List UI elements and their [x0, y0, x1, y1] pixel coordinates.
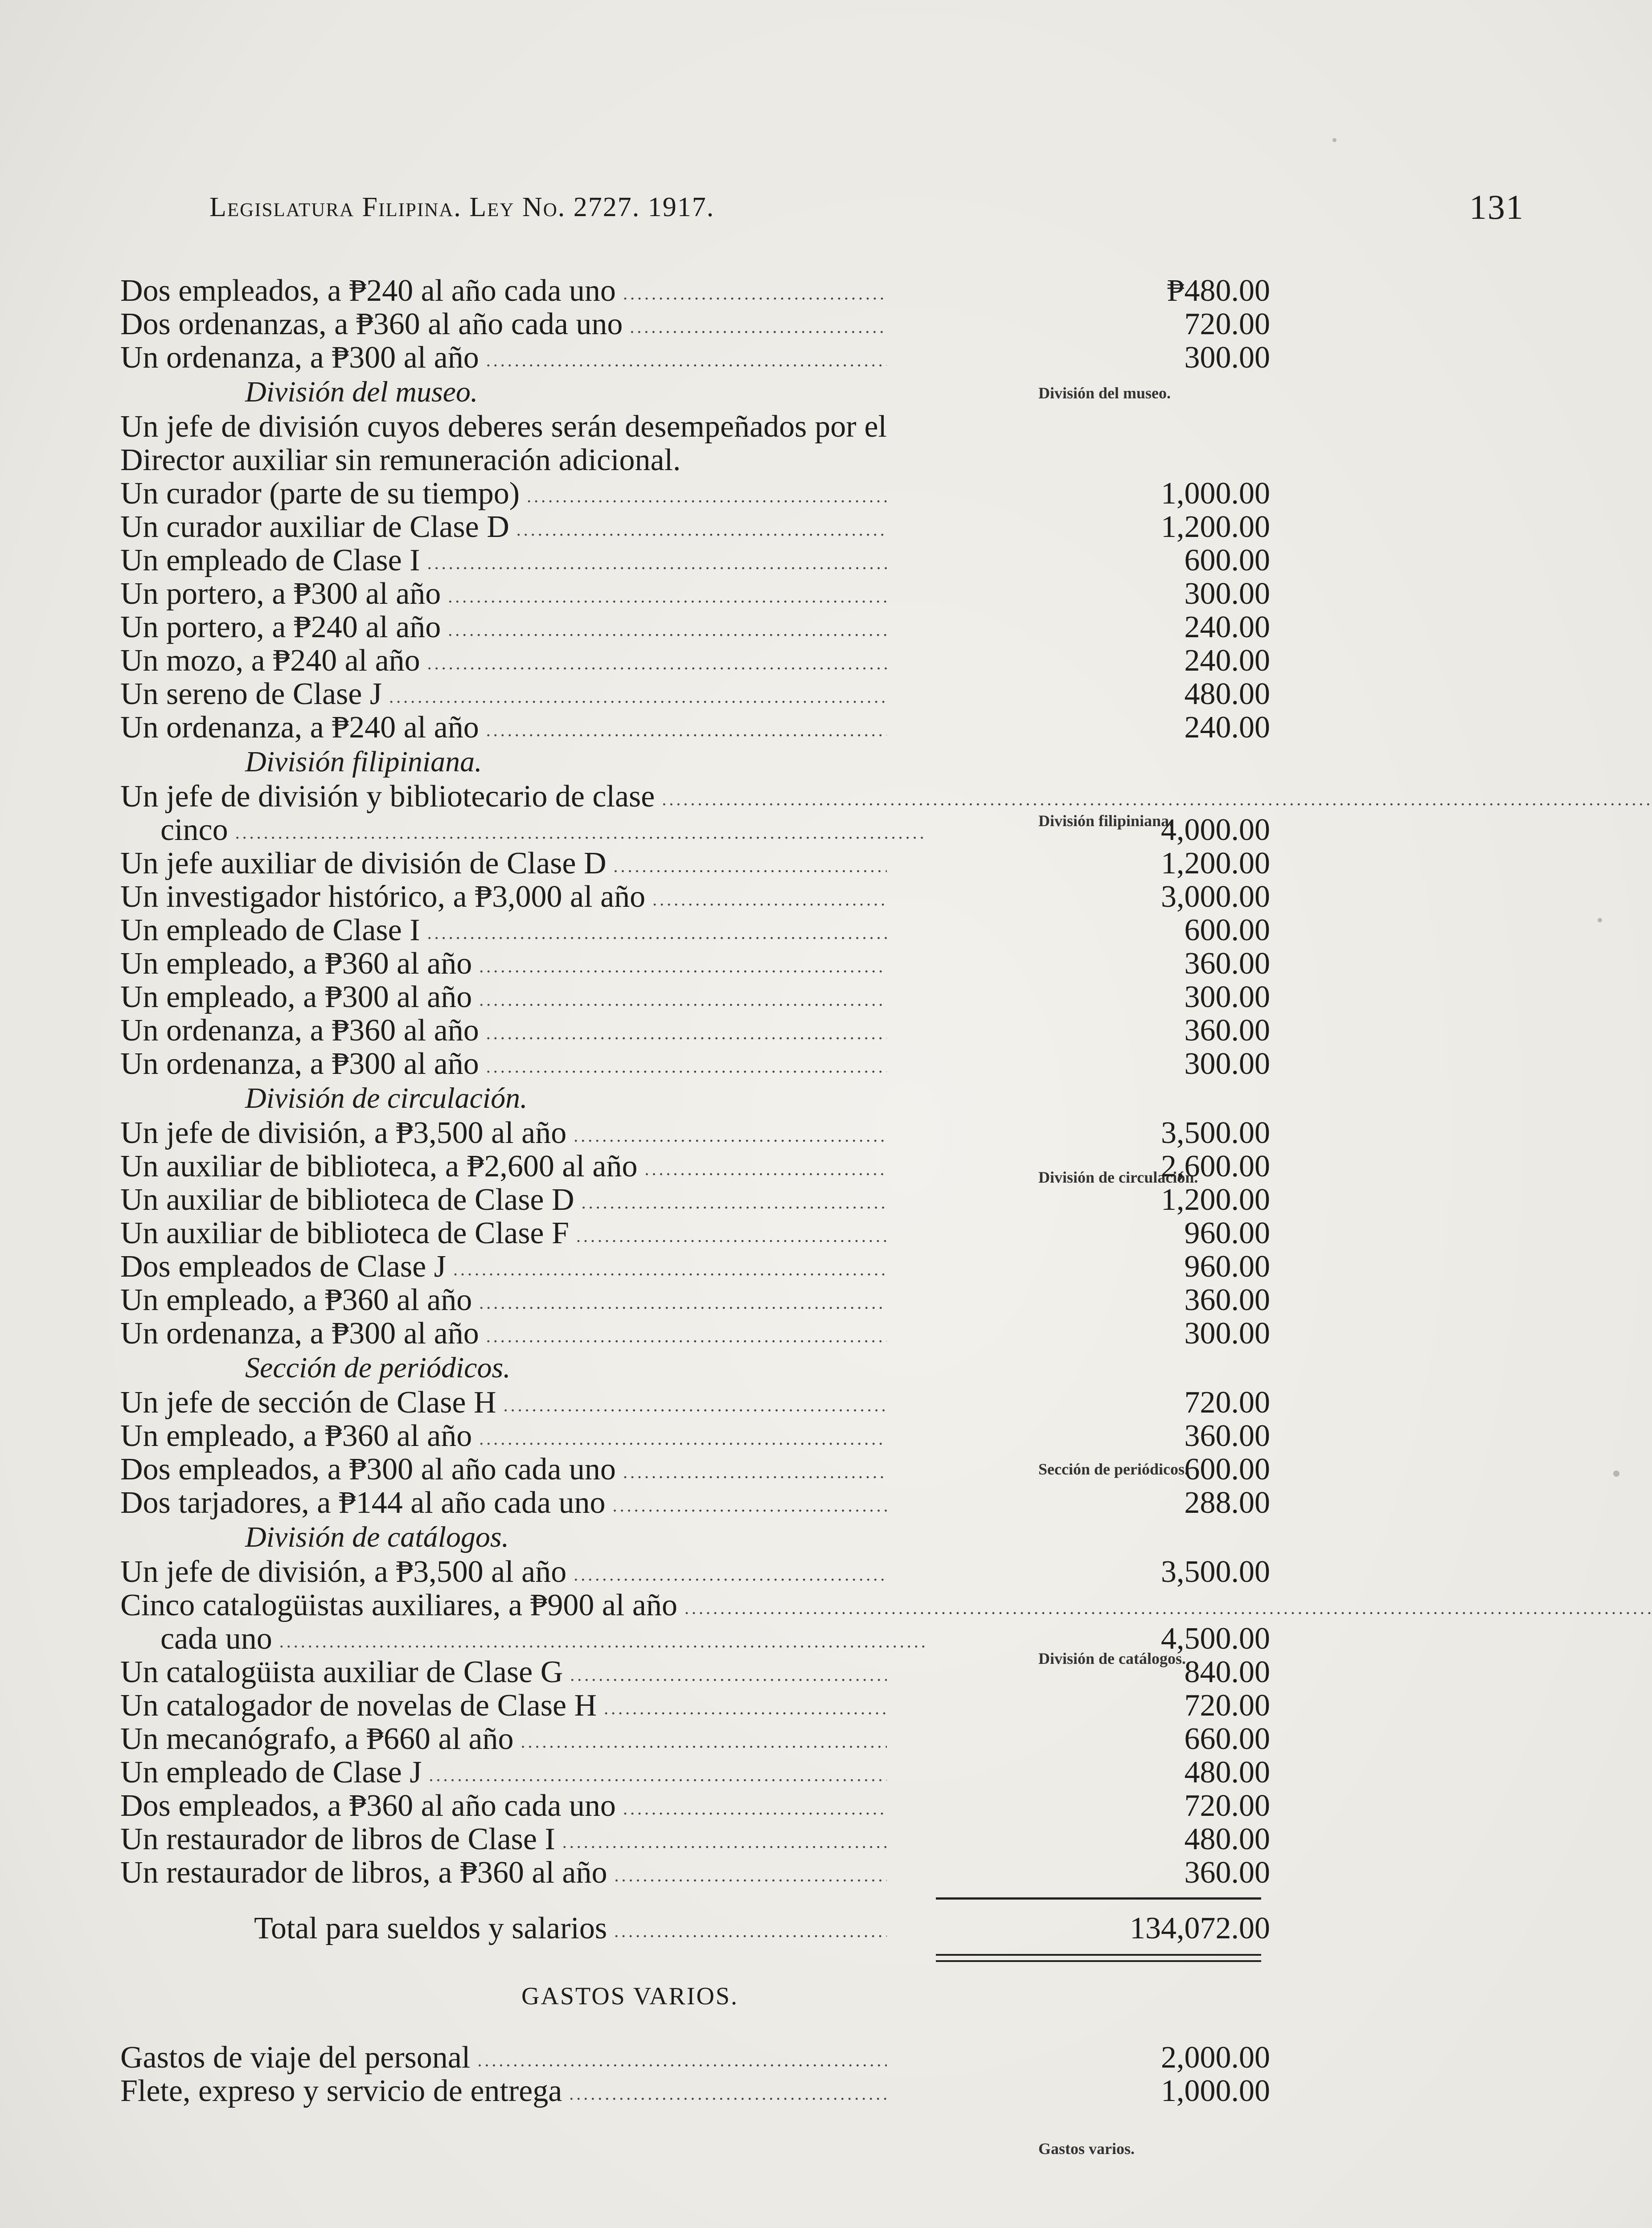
- line-item: Un sereno de Clase J ..... 480.00: [120, 677, 1350, 711]
- line-item: Un empleado de Clase I ..... 600.00: [120, 544, 1350, 577]
- line-item: Un catalogador de novelas de Clase H ..... 720.00: [120, 1689, 1350, 1722]
- line-item: Dos empleados, a ₱300 al año cada uno ..... 600.00: [120, 1453, 1350, 1486]
- line-item: Un jefe de división, a ₱3,500 al año ..... 3,500.00: [120, 1555, 1350, 1589]
- line-item: Un empleado de Clase J ..... 480.00: [120, 1756, 1350, 1789]
- line-item: Un auxiliar de biblioteca de Clase F ..... 960.00: [120, 1216, 1350, 1250]
- margin-note-museo: División del museo.: [1038, 384, 1171, 402]
- total-amount: 134,072.00: [1130, 1911, 1270, 1945]
- line-item: Un jefe auxiliar de división de Clase D ..... 1,200.00: [120, 847, 1350, 880]
- section-catalogos: [120, 1519, 1350, 1889]
- line-item: Un empleado de Clase I ..... 600.00: [120, 913, 1350, 947]
- line-item: Un empleado, a ₱360 al año ..... 360.00: [120, 947, 1350, 980]
- line-item: Dos empleados, a ₱360 al año cada uno ..... 720.00: [120, 1789, 1350, 1823]
- section-heading: División del museo.: [245, 376, 478, 408]
- total-row: [120, 1912, 1350, 1945]
- section-heading: División filipiniana.: [245, 745, 482, 778]
- line-item: Un curador auxiliar de Clase D ..... 1,200.00: [120, 510, 1350, 544]
- paper-speck: [1332, 138, 1336, 142]
- total-double-rule: [936, 1954, 1261, 1962]
- line-item: Un mecanógrafo, a ₱660 al año ..... 660.00: [120, 1722, 1350, 1756]
- line-item: Un restaurador de libros, a ₱360 al año ..... 360.00: [120, 1856, 1350, 1889]
- line-item: Un auxiliar de biblioteca de Clase D ..... 1,200.00: [120, 1183, 1350, 1216]
- line-item: Gastos de viaje del personal ..... 2,000.00: [120, 2041, 1350, 2074]
- line-item: Un ordenanza, a ₱300 al año ..... 300.00: [120, 1047, 1350, 1081]
- line-item-first: Cinco catalogüistas auxiliares, a ₱900 al año .....: [120, 1589, 1350, 1622]
- margin-note-catalogos: División de catálogos.: [1038, 1650, 1186, 1667]
- section-total: [120, 1889, 1350, 1965]
- line-item: Un empleado, a ₱300 al año ..... 300.00: [120, 980, 1350, 1014]
- line-item: Dos ordenanzas, a ₱360 al año cada uno ..... 720.00: [120, 307, 1350, 341]
- section-heading: GASTOS VARIOS.: [521, 1982, 739, 2010]
- line-item: Un restaurador de libros de Clase I ..... 480.00: [120, 1823, 1350, 1856]
- line-item-cont: cinco ..... 4,000.00: [120, 813, 1350, 847]
- line-item-cont: cada uno ..... 4,500.00: [120, 1622, 1350, 1655]
- paper-speck: [1613, 1470, 1619, 1477]
- line-item: Un auxiliar de biblioteca, a ₱2,600 al año ..... 2,600.00: [120, 1150, 1350, 1183]
- line-item: Un investigador histórico, a ₱3,000 al año ..... 3,000.00: [120, 880, 1350, 913]
- line-item: Un catalogüista auxiliar de Clase G ..... 840.00: [120, 1655, 1350, 1689]
- section-gastos: [120, 1978, 1350, 2108]
- total-label: Total para sueldos y salarios .....: [254, 1912, 887, 1948]
- line-item: Un portero, a ₱240 al año ..... 240.00: [120, 610, 1350, 644]
- line-item: Un ordenanza, a ₱300 al año ..... 300.00: [120, 341, 1350, 374]
- margin-note-filipiniana: División filipiniana.: [1038, 812, 1173, 830]
- line-item: Dos empleados, a ₱240 al año cada uno ..... ₱480.00: [120, 274, 1350, 307]
- margin-note-gastos: Gastos varios.: [1038, 2140, 1135, 2158]
- section-heading: Sección de periódicos.: [245, 1352, 511, 1384]
- section-circulacion: [120, 1081, 1350, 1350]
- section-heading: División de circulación.: [245, 1082, 528, 1114]
- line-item: Un jefe de división, a ₱3,500 al año ..... 3,500.00: [120, 1116, 1350, 1150]
- line-item: Un portero, a ₱300 al año ..... 300.00: [120, 577, 1350, 610]
- line-item: Dos tarjadores, a ₱144 al año cada uno ..... 288.00: [120, 1486, 1350, 1519]
- page-number: 131: [1469, 188, 1524, 226]
- line-item: Dos empleados de Clase J ..... 960.00: [120, 1250, 1350, 1283]
- margin-note-circulacion: División de circulación.: [1038, 1168, 1198, 1186]
- intro-section: [120, 274, 1350, 374]
- section-periodicos: [120, 1350, 1350, 1519]
- line-item: Flete, expreso y servicio de entrega ..... 1,000.00: [120, 2074, 1350, 2108]
- line-item: Un curador (parte de su tiempo) ..... 1,000.00: [120, 477, 1350, 510]
- margin-note-periodicos: Sección de periódicos.: [1038, 1460, 1189, 1478]
- line-item: Un ordenanza, a ₱300 al año ..... 300.00: [120, 1317, 1350, 1350]
- line-item: Un ordenanza, a ₱360 al año ..... 360.00: [120, 1014, 1350, 1047]
- line-item: Un empleado, a ₱360 al año ..... 360.00: [120, 1283, 1350, 1317]
- total-rule: [936, 1897, 1261, 1900]
- section-filipiniana: [120, 744, 1350, 1081]
- paragraph: Un jefe de división cuyos deberes serán desempeñados por el Director auxiliar sin remuneración adicional.: [120, 410, 887, 477]
- line-item: Un empleado, a ₱360 al año ..... 360.00: [120, 1419, 1350, 1453]
- paper-speck: [1598, 918, 1602, 922]
- line-item: Un jefe de sección de Clase H ..... 720.00: [120, 1386, 1350, 1419]
- page-header: [209, 187, 1524, 227]
- line-item: Un ordenanza, a ₱240 al año ..... 240.00: [120, 711, 1350, 744]
- line-item-first: Un jefe de división y bibliotecario de clase .....: [120, 780, 1350, 813]
- running-title: Legislatura Filipina. Ley No. 2727. 1917.: [209, 192, 715, 222]
- line-item: Un mozo, a ₱240 al año ..... 240.00: [120, 644, 1350, 677]
- page-body: [120, 274, 1350, 2108]
- section-heading: División de catálogos.: [245, 1521, 509, 1553]
- section-museo: [120, 374, 1350, 744]
